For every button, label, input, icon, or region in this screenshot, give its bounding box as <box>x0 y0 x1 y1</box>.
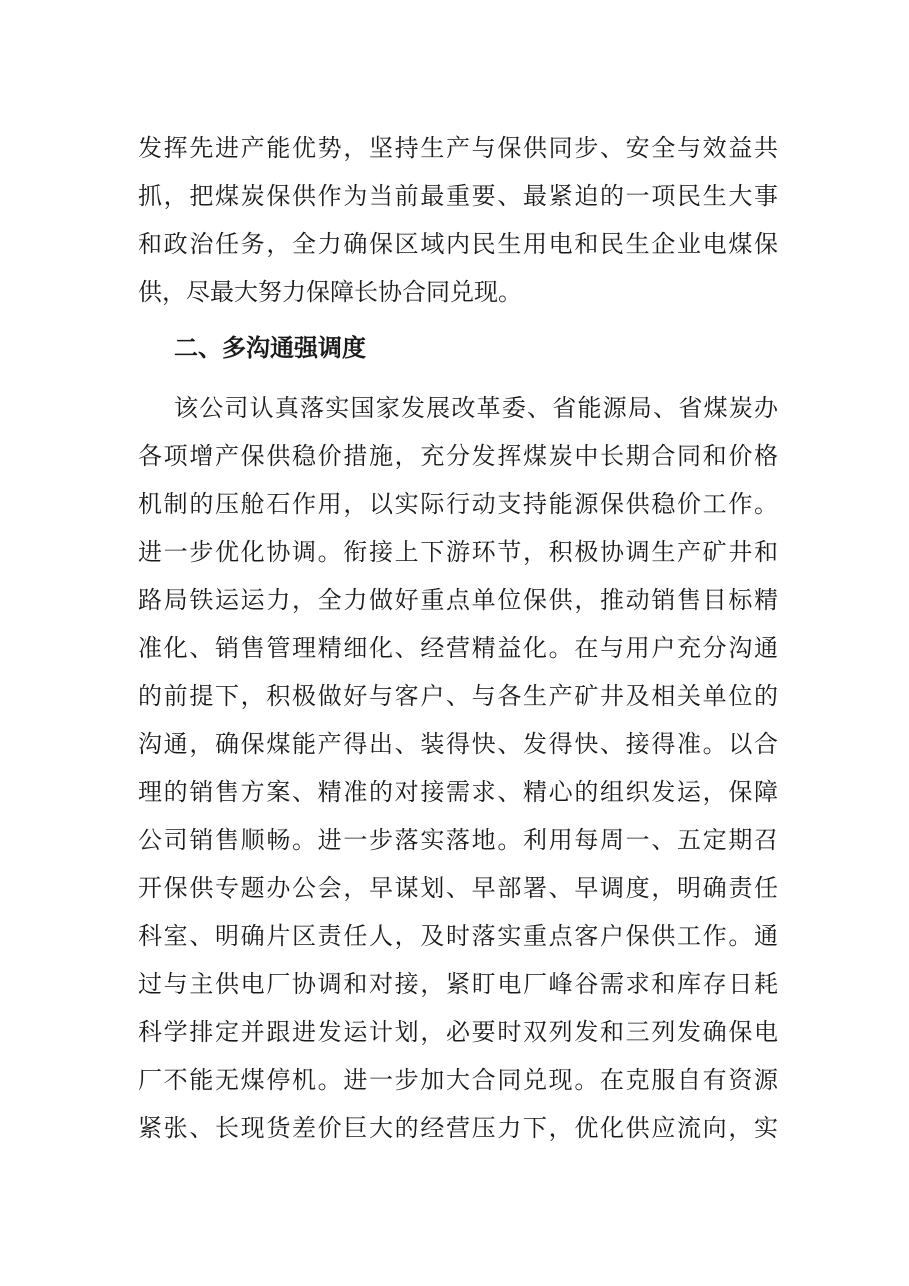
paragraph-line: 科室、明确片区责任人，及时落实重点客户保供工作。通 <box>138 922 778 950</box>
paragraph-line: 供，尽最大努力保障长协合同兑现。 <box>138 278 522 306</box>
paragraph-line: 沟通，确保煤能产得出、装得快、发得快、接得准。以合 <box>138 730 778 758</box>
paragraph-line: 该公司认真落实国家发展改革委、省能源局、省煤炭办 <box>174 394 778 422</box>
paragraph-line: 厂不能无煤停机。进一步加大合同兑现。在克服自有资源 <box>138 1066 778 1094</box>
paragraph-2 <box>138 384 778 1152</box>
paragraph-line: 紧张、长现货差价巨大的经营压力下，优化供应流向，实 <box>138 1114 778 1142</box>
paragraph-1 <box>138 124 778 316</box>
paragraph-line: 发挥先进产能优势，坚持生产与保供同步、安全与效益共 <box>138 134 778 162</box>
paragraph-line: 路局铁运运力，全力做好重点单位保供，推动销售目标精 <box>138 586 778 614</box>
paragraph-line: 准化、销售管理精细化、经营精益化。在与用户充分沟通 <box>138 634 778 662</box>
paragraph-line: 进一步优化协调。衔接上下游环节，积极协调生产矿井和 <box>138 538 778 566</box>
paragraph-line: 各项增产保供稳价措施，充分发挥煤炭中长期合同和价格 <box>138 442 778 470</box>
section-heading: 二、多沟通强调度 <box>174 334 366 362</box>
paragraph-line: 科学排定并跟进发运计划，必要时双列发和三列发确保电 <box>138 1018 778 1046</box>
paragraph-line: 的前提下，积极做好与客户、与各生产矿井及相关单位的 <box>138 682 778 710</box>
paragraph-line: 理的销售方案、精准的对接需求、精心的组织发运，保障 <box>138 778 778 806</box>
paragraph-line: 过与主供电厂协调和对接，紧盯电厂峰谷需求和库存日耗 <box>138 970 778 998</box>
paragraph-line: 机制的压舱石作用，以实际行动支持能源保供稳价工作。 <box>138 490 778 518</box>
paragraph-line: 和政治任务，全力确保区域内民生用电和民生企业电煤保 <box>138 230 778 258</box>
paragraph-line: 开保供专题办公会，早谋划、早部署、早调度，明确责任 <box>138 874 778 902</box>
paragraph-line: 公司销售顺畅。进一步落实落地。利用每周一、五定期召 <box>138 826 778 854</box>
paragraph-line: 抓，把煤炭保供作为当前最重要、最紧迫的一项民生大事 <box>138 182 778 210</box>
